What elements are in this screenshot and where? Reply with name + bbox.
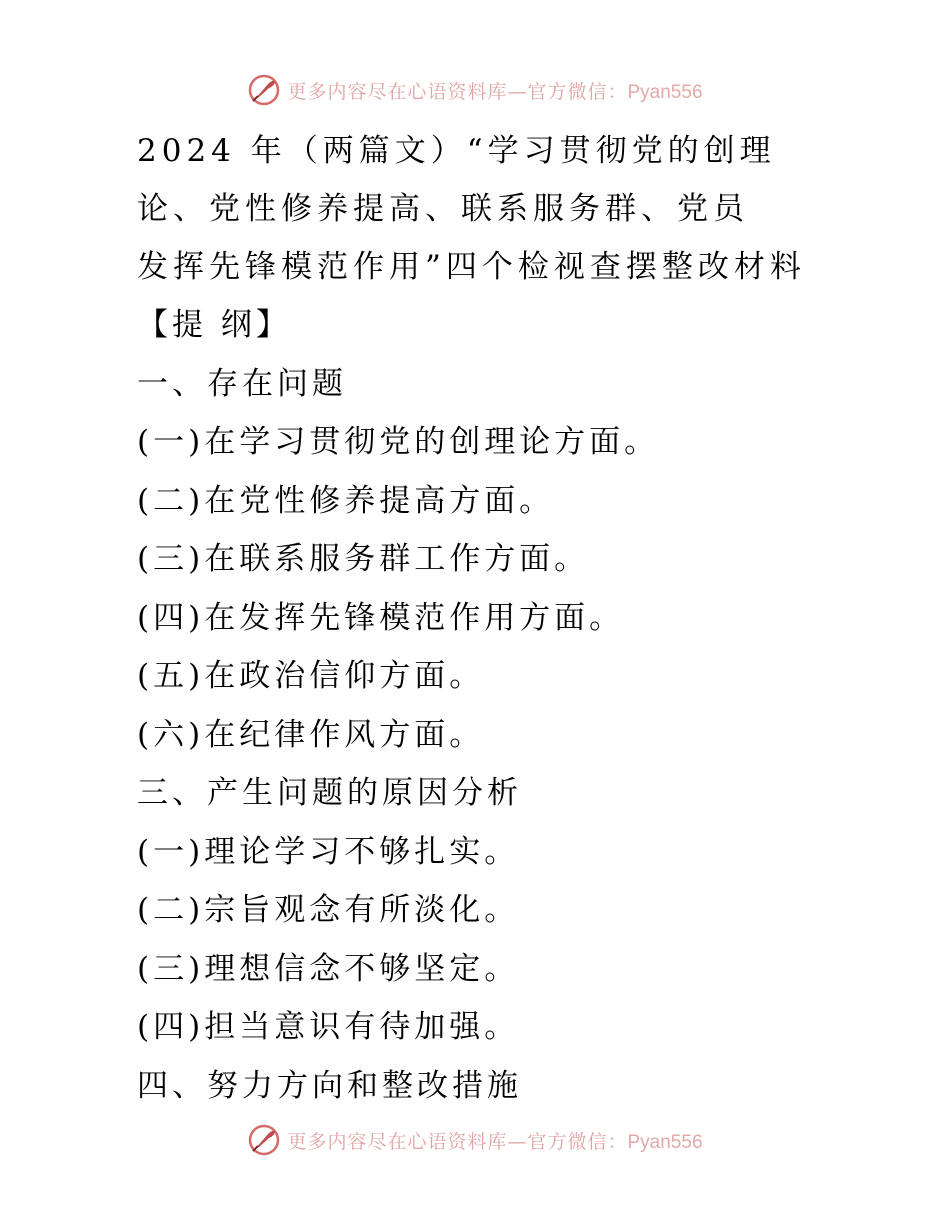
header-watermark	[0, 70, 950, 110]
outline-item: (二)在党性修养提高方面。	[137, 482, 555, 519]
outline-label: 【提 纲】	[137, 307, 291, 343]
document-title-line-2: 论、党性修养提高、联系服务群、党员	[137, 191, 749, 227]
outline-item: (六)在纪律作风方面。	[137, 716, 485, 753]
document-title-line-1: 2024 年（两篇文）“学习贯彻党的创理	[137, 133, 776, 169]
outline-item: (四)担当意识有待加强。	[137, 1009, 520, 1045]
quill-logo-icon	[247, 1123, 281, 1157]
section-heading: 一、存在问题	[137, 365, 347, 402]
outline-item: (一)在学习贯彻党的创理论方面。	[137, 424, 660, 460]
outline-item: (五)在政治信仰方面。	[137, 658, 485, 694]
document-body	[137, 122, 837, 1115]
quill-logo-icon	[247, 73, 281, 107]
watermark-id: Pyan556	[627, 1131, 703, 1153]
outline-item: (三)理想信念不够坚定。	[137, 950, 520, 987]
outline-item: (三)在联系服务群工作方面。	[137, 541, 590, 577]
watermark-text: 更多内容尽在心语资料库—官方微信：Pyan556	[287, 1130, 703, 1153]
section-heading: 三、产生问题的原因分析	[137, 775, 522, 811]
outline-item: (一)理论学习不够扎实。	[137, 833, 520, 870]
document-title-line-3: 发挥先锋模范作用”四个检视查摆整改材料	[137, 249, 806, 285]
watermark-text: 更多内容尽在心语资料库—官方微信：Pyan556	[287, 80, 703, 103]
footer-watermark	[0, 1120, 950, 1160]
watermark-id: Pyan556	[627, 81, 703, 103]
outline-item: (二)宗旨观念有所淡化。	[137, 892, 520, 928]
outline-item: (四)在发挥先锋模范作用方面。	[137, 599, 625, 636]
section-heading: 四、努力方向和整改措施	[137, 1067, 522, 1104]
